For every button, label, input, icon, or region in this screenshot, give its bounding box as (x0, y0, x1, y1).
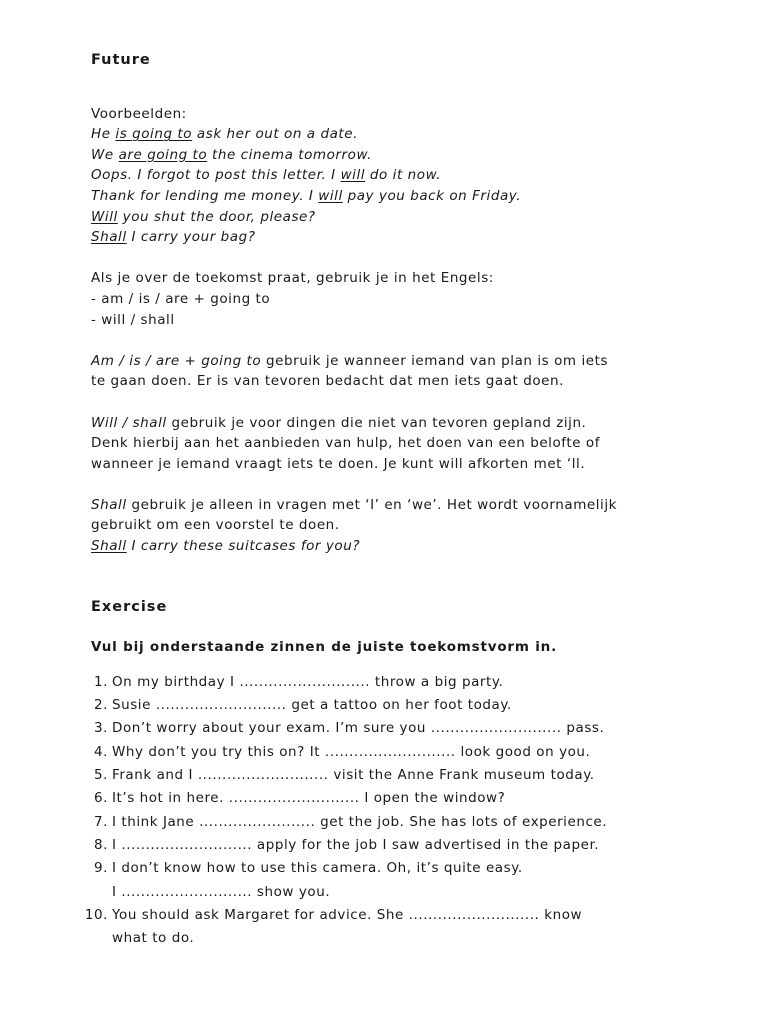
exercise-item (91, 741, 691, 764)
going-to-term: Am / is / are + going to (91, 352, 262, 369)
exercise-number: 4. (94, 743, 108, 760)
exercise-text: Susie ........................... get a tattoo on her foot today. (112, 697, 512, 714)
exercise-list (84, 671, 691, 951)
exercise-text-continued: what to do. (112, 930, 195, 947)
exercise-item (91, 787, 691, 810)
will-shall-explanation-line2: Denk hierbij aan het aanbieden van hulp, het doen van een belofte of (91, 435, 601, 452)
exercise-text-continued: I ........................... show you. (112, 883, 331, 900)
intro-text: Als je over de toekomst praat, gebruik je in het Engels: (91, 270, 494, 287)
exercise-item (91, 694, 691, 717)
exercise-number: 6. (94, 790, 108, 807)
exercise-number: 5. (94, 767, 108, 784)
form-will-shall: - will / shall (91, 311, 175, 328)
exercise-number: 9. (94, 860, 108, 877)
going-to-explanation: Am / is / are + going to gebruik je wanneer iemand van plan is om iets (91, 352, 609, 369)
exercise-text: You should ask Margaret for advice. She ........................... know (112, 906, 583, 923)
exercise-text: I think Jane ........................ get the job. She has lots of experience. (112, 813, 608, 830)
examples-list (91, 124, 691, 248)
exercise-item (91, 764, 691, 787)
exercise-text: It’s hot in here. ........................... I open the window? (112, 790, 506, 807)
example-sentence: Will you shut the door, please? (91, 208, 316, 225)
exercise-text: Frank and I ........................... visit the Anne Frank museum today. (112, 767, 595, 784)
exercise-item (91, 811, 691, 834)
shall-example: Shall I carry these suitcases for you? (91, 538, 361, 555)
exercise-text: Don’t worry about your exam. I’m sure you ........................... pass. (112, 720, 605, 737)
will-shall-explanation-line3: wanneer je iemand vraagt iets te doen. Je kunt will afkorten met ‘ll. (91, 455, 586, 472)
exercise-item (91, 834, 691, 857)
shall-term: Shall (91, 496, 127, 513)
exercise-item (91, 717, 691, 740)
exercise-item (84, 904, 691, 951)
exercise-text: Why don’t you try this on? It ........................... look good on you. (112, 743, 591, 760)
will-shall-term: Will / shall (91, 414, 167, 431)
section-title-future: Future (91, 52, 151, 68)
exercise-text: I don’t know how to use this camera. Oh, it’s quite easy. (112, 860, 523, 877)
exercise-number: 7. (94, 813, 108, 830)
going-to-explanation-line2: te gaan doen. Er is van tevoren bedacht dat men iets gaat doen. (91, 373, 564, 390)
exercise-item (91, 671, 691, 694)
shall-explanation: Shall gebruik je alleen in vragen met ‘I’ en ‘we’. Het wordt voornamelijk (91, 496, 618, 513)
example-sentence: We are going to the cinema tomorrow. (91, 146, 373, 163)
exercise-text: On my birthday I ........................... throw a big party. (112, 673, 504, 690)
exercise-number: 3. (94, 720, 108, 737)
exercise-number: 1. (94, 673, 108, 690)
examples-label: Voorbeelden: (91, 105, 187, 122)
exercise-number: 2. (94, 697, 108, 714)
form-going-to: - am / is / are + going to (91, 290, 271, 307)
document-page (84, 50, 691, 950)
exercise-item (91, 857, 691, 904)
exercise-number: 10. (84, 906, 108, 923)
shall-explanation-line2: gebruikt om een voorstel te doen. (91, 517, 340, 534)
will-shall-explanation: Will / shall gebruik je voor dingen die niet van tevoren gepland zijn. (91, 414, 587, 431)
section-title-exercise: Exercise (91, 598, 168, 615)
example-sentence: Shall I carry your bag? (91, 229, 256, 246)
example-sentence: He is going to ask her out on a date. (91, 126, 358, 143)
exercise-text: I ........................... apply for the job I saw advertised in the paper. (112, 836, 600, 853)
example-sentence: Thank for lending me money. I will pay you back on Friday. (91, 187, 522, 204)
exercise-instruction: Vul bij onderstaande zinnen de juiste toekomstvorm in. (91, 639, 558, 656)
example-sentence: Oops. I forgot to post this letter. I will do it now. (91, 167, 442, 184)
exercise-number: 8. (94, 836, 108, 853)
